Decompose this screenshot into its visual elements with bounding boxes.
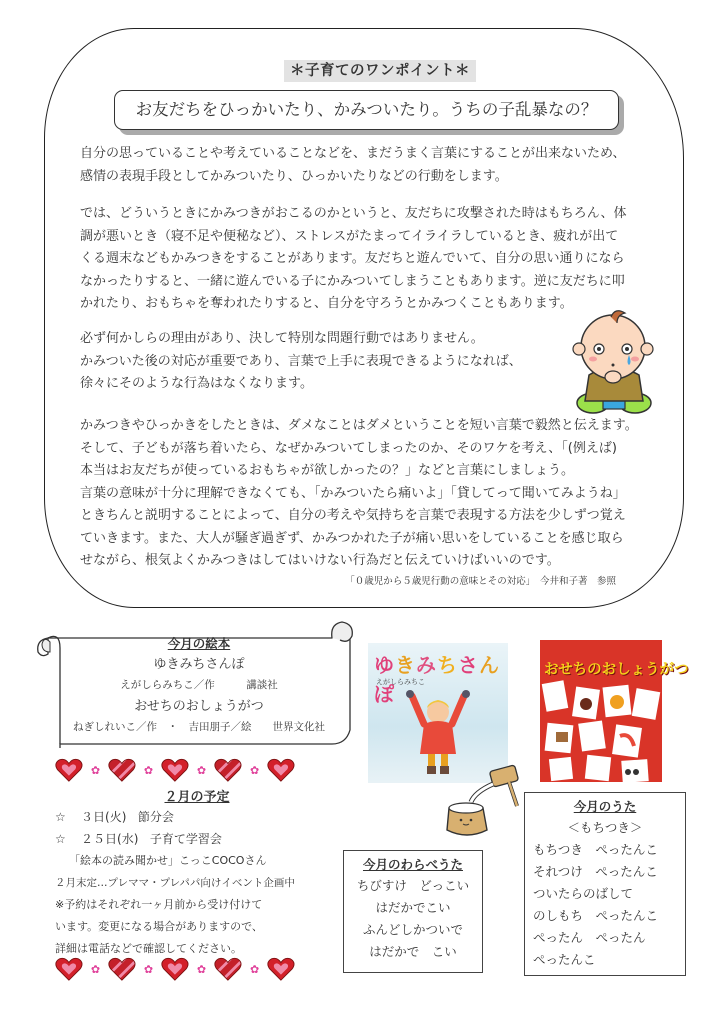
heart-icon [55,956,83,982]
striped-heart-icon [214,757,242,783]
schedule-sub-event: 「絵本の読み聞かせ」こっこCOCOさん [69,854,267,867]
star-icon: ✿ [196,763,207,777]
book-title: ゆきみちさんぽ [153,657,245,672]
schedule-list [55,806,345,960]
striped-heart-icon [108,757,136,783]
paragraph-line: かみついた後の対応が重要であり、言葉で上手に表現できるようになれば、 [80,353,522,369]
schedule-date: ２５日(水) [81,832,139,846]
striped-heart-icon [108,956,136,982]
paragraph-line: 必ず何かしらの理由があり、決して特別な問題行動ではありません。 [80,331,484,346]
paragraph-line: くる週末などもかみつきをすることがあります。友だちと遊んでいて、自分の思い通りになら [80,251,625,266]
mochi-pounding-illustration [435,762,525,842]
warabe-uta-line: はだかで こい [369,944,457,959]
star-icon: ✿ [196,962,207,976]
section-label: ＊子育てのワンポイント＊ [284,60,476,82]
star-icon: ✿ [143,763,154,777]
song-subtitle: ＜もちつき＞ [567,820,643,835]
schedule-item [55,828,345,850]
paragraph-line: かれたり、おもちゃを奪われたりすると、自分を守ろうとかみつくこともあります。 [80,296,573,311]
song-line: もちつき ぺったんこ [533,842,658,857]
citation: 「０歳児から５歳児行動の意味とその対応」 今井和子著 参照 [345,576,616,587]
warabe-uta-line: ふんどしかついで [362,922,463,937]
schedule-title: ２月の予定 [164,790,230,805]
warabe-uta-line: はだかでこい [375,900,451,915]
paragraph-1 [80,143,670,188]
paragraph-line: ときちんと説明することによって、自分の考えや気持ちを言葉で表現する方法を少しずつ覚え [80,508,626,523]
paragraph-4 [80,415,670,573]
warabe-uta-box [343,850,483,973]
schedule-note: います。変更になる場合がありますので、 [55,920,263,933]
schedule-event: 子育て学習会 [149,832,222,846]
paragraph-line: なかったりすると、一緒に遊んでいる子にかみついてしまうこともあります。逆に友だちに叩 [80,273,625,289]
schedule-item [55,806,345,828]
star-icon: ✿ [90,962,101,976]
heart-icon [267,956,295,982]
song-title: 今月のうた [573,799,637,814]
paragraph-line: 言葉の意味が十分に理解できなくても、「かみついたら痛いよ」「貸してって聞いてみようね」 [80,485,626,501]
heart-row-top [55,757,295,783]
book-title: おせちのおしょうがつ [134,699,264,714]
song-line: のしもち ぺったんこ [533,908,659,923]
schedule-note: 詳細は電話などで確認してください。 [55,942,242,955]
paragraph-line: では、どういうときにかみつきがおこるのかというと、友だちに攻撃された時はもちろん、体 [80,206,627,221]
paragraph-line: せながら、根気よくかみつきはしてはいけない行為だと伝えていけばいいのです。 [80,553,560,568]
star-icon: ✿ [249,763,260,777]
star-icon: ✿ [249,962,260,976]
headline: お友だちをひっかいたり、かみついたり。うちの子乱暴なの？ [114,90,619,130]
song-line: ぺったん ぺったん [533,930,646,945]
paragraph-line: そして、子どもが落ち着いたら、なぜかみついてしまったのか、そのワケを考え、「(例えば) [80,440,617,456]
paragraph-line: 調が悪いとき（寝不足や便秘など）、ストレスがたまってイライラしているとき、疲れが出て [80,228,619,244]
cover-title: おせちのおしょうがつ [544,662,689,678]
heart-row-bottom [55,956,295,982]
star-icon: ✿ [143,962,154,976]
heart-icon [161,956,189,982]
star-outline-icon: ☆ [55,832,66,846]
song-line: ぺったんこ [533,952,596,967]
heart-icon [267,757,295,783]
picture-books [58,632,340,744]
karuta-cards-illustration [540,680,662,782]
paragraph-2 [80,203,670,316]
book-cover-osechi [540,640,689,782]
cover-author: えがしらみちこ [376,678,425,686]
cover-title: ゆきみちさんぽ [374,653,500,706]
crying-baby-icon [553,305,673,415]
star-icon: ✿ [90,763,101,777]
picture-books-title: 今月の絵本 [167,636,231,651]
paragraph-line: 感情の表現手段としてかみついたり、ひっかいたりなどの行動をします。 [80,168,508,184]
striped-heart-icon [214,956,242,982]
paragraph-line: 本当はお友だちが使っているおもちゃが欲しかったの？」などと言葉にしましょう。 [80,463,575,478]
paragraph-line: 徐々にそのような行為はなくなります。 [80,376,313,391]
star-outline-icon: ☆ [55,810,66,824]
heart-icon [161,757,189,783]
paragraph-line: かみつきやひっかきをしたときは、ダメなことはダメということを短い言葉で毅然と伝えます。 [80,418,638,433]
schedule-date: ３日(火) [81,810,127,824]
warabe-uta-title: 今月のわらべうた [362,857,463,872]
schedule-note: ※予約はそれぞれ一ヶ月前から受け付けて [55,898,263,911]
heart-icon [55,757,83,783]
song-line: ついたらのばして [533,886,634,901]
warabe-uta-line: ちびすけ どっこい [356,878,470,893]
paragraph-line: 自分の思っていることや考えていることなどを、まだうまく言葉にすることが出来ないため、 [80,146,626,161]
book-credit: えがしらみちこ／作 講談社 [120,679,278,691]
schedule-note: ２月末定…プレママ・プレパパ向けイベント企画中 [55,877,295,889]
song-line: それつけ ぺったんこ [533,864,658,879]
schedule-event: 節分会 [137,810,174,824]
paragraph-line: ていきます。また、大人が騒ぎ過ぎず、かみつかれた子が痛い思いをしていることを感じ取ら [80,530,624,546]
book-credit: ねぎしれいこ／作 ・ 吉田朋子／絵 世界文化社 [73,721,325,733]
song-box [524,792,686,976]
